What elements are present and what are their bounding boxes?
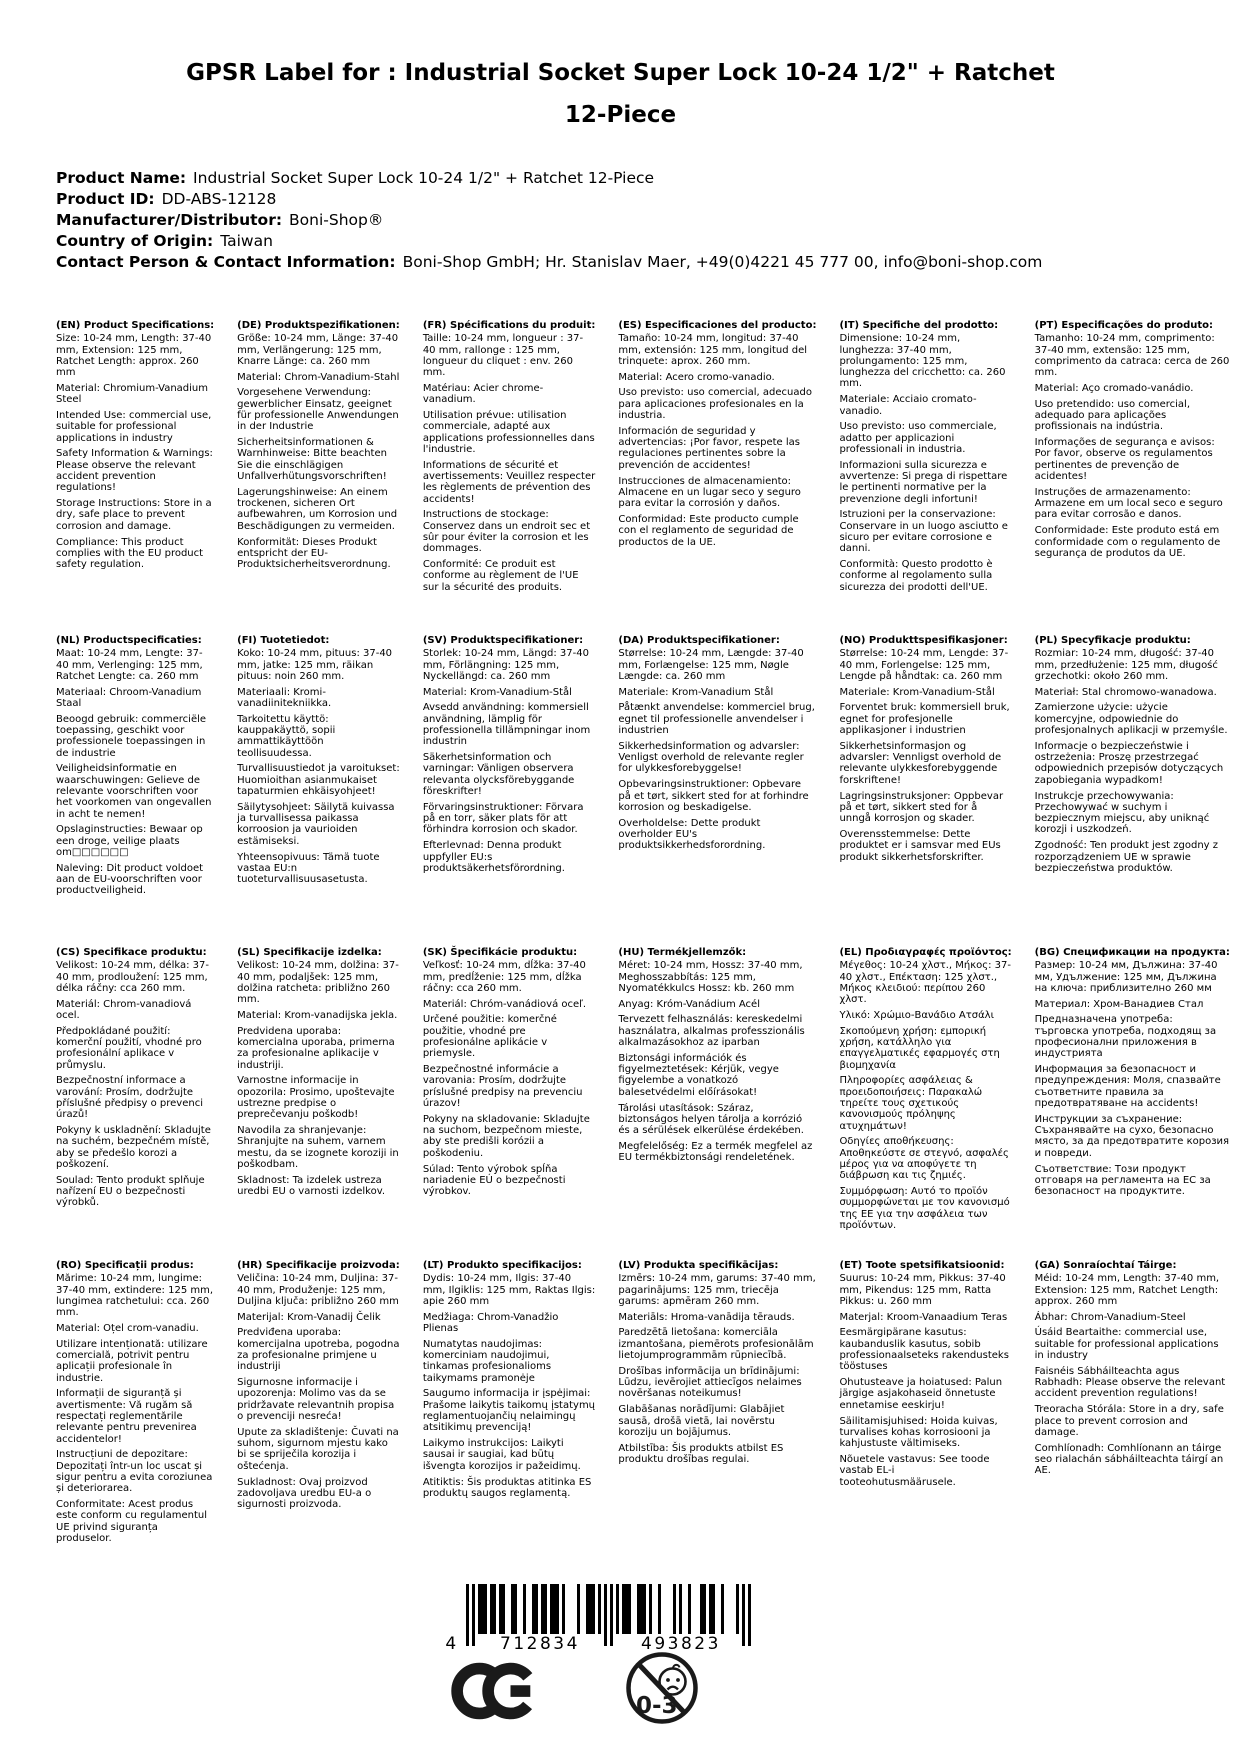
spec-block-no [839, 635, 1025, 947]
spec-paragraph: Material: Acero cromo-vanadio. [618, 371, 775, 383]
spec-paragraph: Informazioni sulla sicurezza e avvertenze: Si prega di rispettare le pertinenti normative per la prevenzione degli infortuni! [839, 459, 1008, 505]
spec-heading: (ET) Toote spetsifikatsioonid: [839, 1260, 1005, 1271]
spec-paragraph: Velikost: 10-24 mm, dolžina: 37-40 mm, podaljšek: 125 mm, dolžina ratcheta: približno 260 mm. [237, 960, 399, 1006]
spec-paragraph: Sukladnost: Ovaj proizvod zadovoljava uredbu EU-a o sigurnosti proizvoda. [237, 1476, 372, 1511]
spec-paragraph: Съответствие: Този продукт отговаря на регламента на ЕС за безопасност на продуктите. [1034, 1163, 1211, 1198]
spec-paragraph: Material: Krom-vanadijska jekla. [237, 1009, 398, 1021]
spec-paragraph: Instrukcje przechowywania: Przechowywać w suchym i bezpiecznym miejscu, aby uniknąć korozji i uszkodzeń. [1034, 790, 1210, 836]
product-info-value: Boni-Shop® [289, 211, 384, 229]
spec-heading: (FR) Spécifications du produit: [422, 320, 596, 331]
spec-heading: (PL) Specyfikacje produktu: [1034, 635, 1191, 646]
spec-paragraph: Utilisation prévue: utilisation commerciale, adapté aux applications professionnelles dans l'industrie. [422, 410, 595, 455]
spec-paragraph: Förvaringsinstruktioner: Förvara på en torr, säker plats för att förhindra korrosion och skador. [422, 801, 584, 836]
spec-paragraph: Tamanho: 10-24 mm, comprimento: 37-40 mm, extensão: 125 mm, comprimento da catraca: cerca de 260 mm. [1034, 333, 1230, 379]
spec-paragraph: Naleving: Dit product voldoet aan de EU-voorschriften voor productveiligheid. [56, 862, 204, 897]
spec-paragraphs [1035, 333, 1230, 559]
spec-paragraph: Conformitate: Acest produs este conform cu regulamentul UE privind siguranța produselor. [56, 1499, 207, 1545]
spec-heading: (HU) Termékjellemzők: [618, 947, 747, 958]
product-info-value: Boni-Shop GmbH; Hr. Stanislav Maer, +49(0)4221 45 777 00, info@boni-shop.com [402, 253, 1043, 271]
spec-paragraph: Dydis: 10-24 mm, Ilgis: 37-40 mm, Ilgiklis: 125 mm, Raktas Ilgis: apie 260 mm [422, 1273, 596, 1307]
spec-paragraph: Informații de siguranță și avertismente: Vă rugăm să respectați reglementările relevante pentru prevenirea accidentelor! [56, 1388, 197, 1445]
spec-heading: (DE) Produktspezifikationen: [237, 320, 400, 331]
spec-paragraph: Úsáid Beartaithe: commercial use, suitable for professional applications in industry [1034, 1327, 1219, 1362]
spec-paragraph: Conformidad: Este producto cumple con el reglamento de seguridad de productos de la UE. [618, 513, 799, 548]
spec-paragraph: Πληροφορίες ασφάλειας & προειδοποιήσεις: Παρακαλώ τηρείτε τους σχετικούς κανονισμούς πρόληψης ατυχημάτων! [839, 1075, 983, 1132]
spec-paragraph: Predviđena uporaba: komercijalna upotreba, pogodna za profesionalne primjene u industriji [237, 1327, 400, 1373]
spec-paragraph: Uso pretendido: uso comercial, adequado para aplicações profissionais na indústria. [1034, 398, 1191, 433]
spec-paragraph: Storlek: 10-24 mm, Längd: 37-40 mm, Förlängning: 125 mm, Nyckellängd: ca. 260 mm [422, 648, 589, 682]
spec-paragraph: Instrucțiuni de depozitare: Depozitați într-un loc uscat și sigur pentru a evita coroziunea și deteriorarea. [56, 1449, 213, 1495]
spec-heading: (IT) Specifiche del prodotto: [839, 320, 999, 331]
spec-paragraph: Utilizare intenționată: utilizare comercială, potrivit pentru aplicații profesionale în industrie. [56, 1338, 208, 1384]
spec-paragraph: Maat: 10-24 mm, Lengte: 37-40 mm, Verlenging: 125 mm, Ratchet Lengte: ca. 260 mm [56, 648, 203, 682]
spec-paragraph: Istruzioni per la conservazione: Conservare in un luogo asciutto e sicuro per evitare corrosione e danni. [839, 509, 1008, 555]
spec-block-da [618, 635, 830, 947]
product-info-label: Contact Person & Contact Information: [56, 253, 396, 271]
product-info-label: Manufacturer/Distributor: [56, 211, 283, 229]
spec-block-pt [1035, 320, 1241, 635]
spec-paragraph: Materiaali: Kromi-vanadiinitekniikka. [237, 686, 332, 709]
spec-paragraph: Beoogd gebruik: commerciële toepassing, geschikt voor professionele toepassingen in de industrie [56, 713, 207, 759]
spec-paragraph: Conformité: Ce produit est conforme au règlement de l'UE sur la sécurité des produits. [422, 559, 579, 593]
spec-heading: (SK) Špecifikácie produktu: [422, 947, 578, 958]
product-info-value: Taiwan [220, 232, 273, 250]
spec-paragraph: Инструкции за съхранение: Съхранявайте на сухо, безопасно място, за да предотвратите корозия и повреди. [1034, 1113, 1230, 1159]
spec-heading: (RO) Specificații produs: [56, 1260, 194, 1271]
spec-heading: (SL) Specifikacije izdelka: [237, 947, 382, 958]
spec-block-it [839, 320, 1025, 635]
spec-paragraph: Υλικό: Χρώμιο-Βανάδιο Ατσάλι [839, 1009, 994, 1021]
spec-paragraph: Säilytysohjeet: Säilytä kuivassa ja turvallisessa paikassa korroosion ja vaurioiden estämiseksi. [237, 801, 395, 847]
spec-paragraph: Dimensione: 10-24 mm, lunghezza: 37-40 mm, prolungamento: 125 mm, lunghezza del cricchetto: ca. 260 mm. [839, 333, 1006, 390]
spec-paragraph: Opbevaringsinstruktioner: Opbevare på et tørt, sikkert sted for at forhindre korrosion og beskadigelse. [618, 779, 809, 813]
spec-block-de [237, 320, 414, 635]
spec-paragraph: Instruções de armazenamento: Armazene em um local seco e seguro para evitar corrosão e danos. [1034, 486, 1223, 521]
spec-paragraph: Conformità: Questo prodotto è conforme al regolamento sulla sicurezza dei prodotti dell'UE. [839, 559, 993, 593]
spec-paragraph: Materiál: Chróm-vanádiová oceľ. [422, 998, 587, 1010]
spec-paragraph: Οδηγίες αποθήκευσης: Αποθηκεύστε σε στεγνό, ασφαλές μέρος για να αποφύγετε τη διάβρωση και τις ζημιές. [839, 1136, 1009, 1182]
spec-paragraph: Material: Chromium-Vanadium Steel [56, 382, 208, 406]
spec-paragraphs [56, 648, 214, 896]
spec-paragraph: Comhlíonadh: Comhlíonann an táirge seo rialachán sábháilteachta táirgí an AE. [1034, 1442, 1224, 1477]
spec-block-bg [1035, 947, 1241, 1260]
spec-paragraph: Materiale: Acciaio cromato-vanadio. [839, 394, 977, 417]
spec-paragraph: Medžiaga: Chrom-Vanadžio Plienas [422, 1311, 559, 1334]
spec-paragraphs [839, 1273, 1011, 1488]
spec-paragraphs [1035, 960, 1230, 1197]
spec-paragraph: Méid: 10-24 mm, Length: 37-40 mm, Extension: 125 mm, Ratchet Length: approx. 260 mm [1034, 1273, 1220, 1307]
spec-paragraphs [56, 960, 214, 1208]
spec-paragraph: Sigurnosne informacije i upozorenja: Molimo vas da se pridržavate relevantnih propisa o prevenciji nesreća! [237, 1377, 395, 1423]
spec-block-ro [56, 1260, 228, 1549]
spec-paragraph: Určené použitie: komerčné použitie, vhodné pre profesionálne aplikácie v priemysle. [422, 1014, 557, 1060]
spec-block-sk [423, 947, 610, 1260]
spec-paragraph: Súlad: Tento výrobok spĺňa nariadenie EÚ o bezpečnosti výrobkov. [422, 1163, 566, 1198]
spec-heading: (DA) Produktspecifikationer: [618, 635, 780, 646]
spec-paragraph: Predvidena uporaba: komercialna uporaba, primerna za profesionalne aplikacije v industriji. [237, 1025, 395, 1071]
spec-paragraph: Forventet bruk: kommersiell bruk, egnet for profesjonelle applikasjoner i industrien [839, 702, 1010, 737]
spec-paragraph: Numatytas naudojimas: komerciniam naudojimui, tinkamas profesionalioms taikymams pramonėje [422, 1338, 552, 1384]
spec-paragraph: Biztonsági információk és figyelmeztetések: Kérjük, vegye figyelembe a vonatkozó balesetvédelmi előírásokat! [618, 1052, 779, 1098]
spec-paragraph: Matériau: Acier chrome-vanadium. [422, 382, 544, 406]
spec-paragraph: Предназначена употреба: търговска употреба, подходящ за професионални приложения в индустрията [1034, 1014, 1217, 1060]
spec-paragraph: Veiligheidsinformatie en waarschuwingen: Gelieve de relevante voorschriften voor het voorkomen van ongevallen in acht te nemen! [56, 763, 212, 820]
spec-paragraphs [618, 960, 816, 1163]
spec-paragraph: Intended Use: commercial use, suitable for professional applications in industry [56, 410, 212, 444]
spec-paragraphs [423, 333, 596, 593]
spec-paragraph: Velikost: 10-24 mm, délka: 37-40 mm, prodloužení: 125 mm, délka ráčny: cca 260 mm. [56, 960, 209, 994]
age-warning-icon [624, 1650, 700, 1726]
spec-block-hu [618, 947, 830, 1260]
spec-block-ga [1035, 1260, 1241, 1549]
spec-paragraphs [618, 333, 816, 548]
spec-paragraph: Materiál: Chrom-vanadiová ocel. [56, 998, 192, 1021]
spec-paragraph: Upute za skladištenje: Čuvati na suhom, sigurnom mjestu kako bi se spriječila korozija i oštećenja. [237, 1426, 399, 1472]
product-info-label: Product Name: [56, 169, 187, 187]
spec-paragraph: Bezpečnostné informácie a varovania: Prosím, dodržujte príslušné predpisy na prevenciu úrazov! [422, 1064, 583, 1110]
spec-paragraph: Информация за безопасност и предупреждения: Моля, спазвайте съответните правила за предотвратяване на accidents! [1034, 1064, 1221, 1110]
specs-grid [56, 320, 1230, 1549]
spec-paragraph: Glabāšanas norādījumi: Glabājiet sausā, drošā vietā, lai novērstu koroziju un bojājumus. [618, 1404, 785, 1438]
spec-heading: (NL) Productspecificaties: [56, 635, 202, 646]
spec-paragraph: Informacje o bezpieczeństwie i ostrzeżenia: Proszę przestrzegać odpowiednich przepisów dotyczących zapobiegania wypadkom! [1034, 740, 1224, 786]
spec-paragraph: Materiaal: Chroom-Vanadium Staal [56, 686, 202, 709]
spec-paragraph: Materiał: Stal chromowo-wanadowa. [1034, 686, 1217, 698]
spec-paragraph: Σκοπούμενη χρήση: εμπορική χρήση, κατάλληλο για επαγγελματικές εφαρμογές στη βιομηχανία [839, 1025, 1000, 1071]
spec-paragraph: Størrelse: 10-24 mm, Længde: 37-40 mm, Forlængelse: 125 mm, Nøgle Længde: ca. 260 mm [618, 648, 804, 682]
spec-paragraph: Pokyny k uskladnění: Skladujte na suchém, bezpečném místě, aby se předešlo korozi a poškození. [56, 1125, 211, 1171]
page-title [70, 52, 1171, 136]
barcode-digits-group1: 712834 [500, 1634, 580, 1652]
spec-paragraph: Mărime: 10-24 mm, lungime: 37-40 mm, extindere: 125 mm, lungimea ratchetului: cca. 260 mm. [56, 1273, 214, 1319]
spec-paragraphs [839, 333, 1011, 593]
barcode [444, 1584, 764, 1656]
spec-paragraph: Navodila za shranjevanje: Shranjujte na suhem, varnem mestu, da se izognete koroziji in poškodbam. [237, 1125, 399, 1171]
spec-heading: (EN) Product Specifications: [56, 320, 215, 331]
barcode-svg [444, 1584, 764, 1652]
spec-block-cs [56, 947, 228, 1260]
spec-paragraph: Předpokládané použití: komerční použití, vhodné pro profesionální aplikace v průmyslu. [56, 1025, 202, 1071]
spec-paragraph: Koko: 10-24 mm, pituus: 37-40 mm, jatke: 125 mm, räikan pituus: noin 260 mm. [237, 648, 393, 682]
product-info-line [56, 168, 1201, 189]
spec-paragraph: Nõuetele vastavus: See toode vastab EL-i tooteohutusmäärusele. [839, 1453, 990, 1488]
spec-paragraphs [237, 648, 400, 885]
spec-paragraph: Материал: Хром-Ванадиев Стал [1034, 998, 1204, 1010]
spec-heading: (LV) Produkta specifikācijas: [618, 1260, 779, 1271]
spec-paragraph: Säkerhetsinformation och varningar: Vänligen observera relevanta olycksförebyggande föreskrifter! [422, 752, 575, 798]
spec-paragraph: Material: Chrom-Vanadium-Stahl [237, 371, 400, 383]
spec-block-es [618, 320, 830, 635]
spec-paragraph: Instrucciones de almacenamiento: Almacene en un lugar seco y seguro para evitar la corrosión y daños. [618, 475, 801, 510]
spec-heading: (HR) Specifikacije proizvoda: [237, 1260, 400, 1271]
spec-paragraph: Megfelelőség: Ez a termék megfelel az EU termékbiztonsági rendeletének. [618, 1140, 813, 1164]
spec-paragraph: Paredzētā lietošana: komerciāla izmantošana, piemērots profesionālām lietojumprogrammām rūpniecībā. [618, 1327, 814, 1362]
spec-block-sl [237, 947, 414, 1260]
spec-paragraph: Instructions de stockage: Conservez dans un endroit sec et sûr pour éviter la corrosion et les dommages. [422, 509, 591, 555]
spec-paragraphs [56, 1273, 214, 1544]
spec-paragraph: Tarkoitettu käyttö: kauppakäyttö, sopii ammattikäyttöön teollisuudessa. [237, 713, 336, 759]
spec-paragraph: Informações de segurança e avisos: Por favor, observe os regulamentos pertinentes de prevenção de acidentes! [1034, 437, 1215, 483]
spec-paragraph: Vorgesehene Verwendung: gewerblicher Einsatz, geeignet für professionelle Anwendungen in der Industrie [237, 387, 399, 433]
spec-paragraphs [237, 1273, 400, 1510]
spec-paragraphs [618, 648, 816, 851]
spec-paragraph: Varnostne informacije in opozorila: Prosimo, upoštevajte ustrezne predpise o preprečevanju poškodb! [237, 1075, 395, 1121]
spec-paragraph: Material: Krom-Vanadium-Stål [422, 686, 572, 698]
spec-paragraphs [618, 1273, 816, 1465]
spec-paragraph: Compliance: This product complies with the EU product safety regulation. [56, 536, 204, 571]
spec-paragraph: Eesmärgipärane kasutus: kaubanduslik kasutus, sobib professionaalseteks rakendusteks tööstuses [839, 1327, 1009, 1373]
spec-paragraph: Soulad: Tento produkt splňuje nařízení EU o bezpečnosti výrobků. [56, 1174, 205, 1209]
spec-paragraph: Materiale: Krom-Vanadium-Stål [839, 686, 995, 698]
spec-block-fr [423, 320, 610, 635]
spec-paragraph: Veličina: 10-24 mm, Duljina: 37-40 mm, Produženje: 125 mm, Duljina ključa: približno 260 mm [237, 1273, 399, 1307]
product-info-label: Country of Origin: [56, 232, 214, 250]
spec-heading: (FI) Tuotetiedot: [237, 635, 330, 646]
spec-paragraph: Размер: 10-24 мм, Дължина: 37-40 мм, Удължение: 125 мм, Дължина на ключа: приблизително 260 мм [1034, 960, 1218, 994]
spec-block-lv [618, 1260, 830, 1549]
spec-paragraph: Materijal: Krom-Vanadij Čelik [237, 1311, 381, 1323]
spec-block-et [839, 1260, 1025, 1549]
ce-mark-icon [450, 1660, 540, 1722]
spec-paragraph: Size: 10-24 mm, Length: 37-40 mm, Extension: 125 mm, Ratchet Length: approx. 260 mm [56, 333, 212, 379]
spec-heading: (EL) Προδιαγραφές προϊόντος: [839, 947, 1012, 958]
spec-heading: (CS) Specifikace produktu: [56, 947, 207, 958]
spec-paragraph: Izmērs: 10-24 mm, garums: 37-40 mm, pagarinājums: 125 mm, triecēja garums: apmēram 260 mm. [618, 1273, 816, 1307]
spec-block-fi [237, 635, 414, 947]
age-range-label: 0-3 [636, 1693, 678, 1719]
spec-paragraph: Zamierzone użycie: użycie komercyjne, odpowiednie do profesjonalnych aplikacji w przemyśle. [1034, 702, 1228, 737]
spec-paragraph: Størrelse: 10-24 mm, Lengde: 37-40 mm, Forlengelse: 125 mm, Lengde på håndtak: ca. 260 mm [839, 648, 1009, 682]
spec-paragraph: Anyag: Króm-Vanádium Acél [618, 998, 760, 1010]
age-warning [624, 1650, 700, 1730]
spec-paragraphs [237, 960, 400, 1197]
spec-paragraph: Tárolási utasítások: Száraz, biztonságos helyen tárolja a korrózió és a sérülések elkerülése érdekében. [618, 1102, 804, 1137]
product-info-line [56, 210, 1201, 231]
spec-paragraph: Suurus: 10-24 mm, Pikkus: 37-40 mm, Pikendus: 125 mm, Ratta Pikkus: u. 260 mm [839, 1273, 1006, 1307]
spec-paragraph: Taille: 10-24 mm, longueur : 37-40 mm, rallonge : 125 mm, longueur du cliquet : env. 260 mm. [422, 333, 584, 379]
spec-heading: (NO) Produkttspesifikasjoner: [839, 635, 1008, 646]
spec-paragraph: Storage Instructions: Store in a dry, safe place to prevent corrosion and damage. [56, 498, 212, 532]
spec-paragraph: Ohutusteave ja hoiatused: Palun järgige asjakohaseid õnnetuste ennetamise eeskirju! [839, 1377, 1003, 1411]
spec-paragraph: Lagerungshinweise: An einem trockenen, sicheren Ort aufbewahren, um Korrosion und Beschädigungen zu vermeiden. [237, 486, 398, 532]
spec-paragraph: Méret: 10-24 mm, Hossz: 37-40 mm, Meghosszabbítás: 125 mm, Nyomatékkulcs Hossz: kb. 260 mm [618, 960, 803, 994]
spec-paragraph: Turvallisuustiedot ja varoitukset: Huomioithan asianmukaiset tapaturmien ehkäisyohjeet! [237, 763, 400, 798]
spec-paragraph: Materiāls: Hroma-vanādija tērauds. [618, 1311, 795, 1323]
spec-paragraph: Uso previsto: uso comercial, adecuado para aplicaciones profesionales en la industria. [618, 387, 812, 422]
spec-paragraph: Veľkosť: 10-24 mm, dĺžka: 37-40 mm, predĺženie: 125 mm, dĺžka ráčny: cca 260 mm. [422, 960, 586, 994]
barcode-digits-group2: 493823 [641, 1634, 721, 1652]
barcode-digit-leading: 4 [445, 1634, 459, 1652]
spec-paragraph: Sicherheitsinformationen & Warnhinweise: Bitte beachten Sie die einschlägigen Unfallverhütungsvorschriften! [237, 437, 387, 483]
spec-paragraph: Μέγεθος: 10-24 χλστ., Μήκος: 37-40 χλστ., Επέκταση: 125 χλστ., Μήκος κλειδιού: περίπου 260 χλστ. [839, 960, 1011, 1006]
spec-paragraphs [839, 960, 1011, 1231]
spec-paragraph: Sikkerhedsinformation og advarsler: Venligst overhold de relevante regler for ulykkesforebyggelse! [618, 740, 804, 775]
spec-paragraph: Zgodność: Ten produkt jest zgodny z rozporządzeniem UE w sprawie bezpieczeństwa produktów. [1034, 840, 1219, 874]
spec-paragraph: Overensstemmelse: Dette produktet er i samsvar med EUs produkt sikkerhetsforskrifter. [839, 828, 1001, 863]
spec-heading: (ES) Especificaciones del producto: [618, 320, 817, 331]
spec-paragraph: Opslaginstructies: Bewaar op een droge, veilige plaats om□□□□□□ [56, 824, 203, 859]
spec-block-lt [423, 1260, 610, 1549]
spec-paragraphs [56, 333, 214, 570]
spec-paragraph: Bezpečnostní informace a varování: Prosím, dodržujte příslušné předpisy o prevenci úrazů! [56, 1075, 203, 1121]
spec-paragraph: Sikkerhetsinformasjon og advarsler: Vennligst overhold de relevante ulykkesforebyggende forskriftene! [839, 740, 1002, 786]
spec-paragraphs [1035, 1273, 1230, 1476]
spec-paragraph: Overholdelse: Dette produkt overholder EU's produktsikkerhedsforordning. [618, 817, 766, 852]
spec-paragraph: Laikymo instrukcijos: Laikyti sausai ir saugiai, kad būtų išvengta korozijos ir pažeidimų. [422, 1438, 581, 1472]
spec-paragraph: Tamaño: 10-24 mm, longitud: 37-40 mm, extensión: 125 mm, longitud del trinquete: aprox. 260 mm. [618, 333, 808, 367]
spec-paragraph: Treoracha Stórála: Store in a dry, safe place to prevent corrosion and damage. [1034, 1404, 1224, 1438]
spec-paragraph: Safety Information & Warnings: Please observe the relevant accident prevention regulations! [56, 448, 213, 494]
spec-paragraph: Yhteensopivuus: Tämä tuote vastaa EU:n tuoteturvallisuusasetusta. [237, 851, 380, 886]
product-info-label: Product ID: [56, 190, 155, 208]
spec-paragraph: Konformität: Dieses Produkt entspricht der EU-Produktsicherheitsverordnung. [237, 536, 391, 571]
spec-heading: (SV) Produktspecifikationer: [422, 635, 584, 646]
spec-paragraph: Avsedd användning: kommersiell användning, lämplig för professionella tillämpningar inom industrin [422, 702, 591, 748]
ce-mark [450, 1660, 540, 1726]
spec-paragraph: Materiale: Krom-Vanadium Stål [618, 686, 774, 698]
spec-paragraph: Informations de sécurité et avertissements: Veuillez respecter les règlements de prévention des accidents! [422, 459, 596, 505]
spec-block-pl [1035, 635, 1241, 947]
spec-paragraph: Tervezett felhasználás: kereskedelmi használatra, alkalmas professzionális alkalmazásokhoz az iparban [618, 1014, 805, 1049]
spec-paragraph: Materjal: Kroom-Vanaadium Teras [839, 1311, 1008, 1323]
product-info-line [56, 252, 1201, 273]
spec-block-el [839, 947, 1025, 1260]
spec-paragraph: Faisnéis Sábháilteachta agus Rabhadh: Please observe the relevant accident prevention regulations! [1034, 1365, 1226, 1400]
spec-paragraph: Größe: 10-24 mm, Länge: 37-40 mm, Verlängerung: 125 mm, Knarre Länge: ca. 260 mm [237, 333, 399, 367]
spec-paragraphs [1035, 648, 1230, 874]
spec-paragraph: Atitiktis: Šis produktas atitinka ES produktų saugos reglamentą. [422, 1476, 592, 1499]
product-info-line [56, 231, 1201, 252]
spec-heading: (PT) Especificações do produto: [1034, 320, 1213, 331]
spec-heading: (LT) Produkto specifikacijos: [422, 1260, 582, 1271]
spec-heading: (GA) Sonraíochtaí Táirge: [1034, 1260, 1177, 1271]
spec-paragraphs [423, 648, 596, 874]
spec-paragraph: Conformidade: Este produto está em conformidade com o regulamento de segurança de produtos da UE. [1034, 525, 1221, 559]
spec-paragraph: Säilitamisjuhised: Hoida kuivas, turvalises kohas korrosiooni ja kahjustuste vältimiseks. [839, 1415, 998, 1450]
spec-paragraph: Información de seguridad y advertencias: ¡Por favor, respete las regulaciones pertinentes sobre la prevención de accidentes! [618, 425, 800, 471]
spec-paragraph: Συμμόρφωση: Αυτό το προϊόν συμμορφώνεται με τον κανονισμό της ΕΕ για την ασφάλεια των προϊόντων. [839, 1186, 1010, 1232]
spec-block-sv [423, 635, 610, 947]
spec-paragraph: Ábhar: Chrom-Vanadium-Steel [1034, 1311, 1186, 1323]
spec-paragraph: Drošības informācija un brīdinājumi: Lūdzu, ievērojiet attiecīgos nelaimes novēršanas noteikumus! [618, 1365, 802, 1400]
product-info-value: Industrial Socket Super Lock 10-24 1/2" + Ratchet 12-Piece [193, 169, 655, 187]
spec-paragraphs [423, 1273, 596, 1499]
spec-paragraph: Skladnost: Ta izdelek ustreza uredbi EU o varnosti izdelkov. [237, 1174, 386, 1198]
spec-block-nl [56, 635, 228, 947]
spec-paragraph: Material: Aço cromado-vanádio. [1034, 382, 1194, 394]
spec-block-en [56, 320, 228, 635]
spec-paragraph: Lagringsinstruksjoner: Oppbevar på et tørt, sikkert sted for å unngå korrosjon og skader. [839, 790, 1004, 825]
spec-paragraph: Pokyny na skladovanie: Skladujte na suchom, bezpečnom mieste, aby ste predišli korózii a poškodeniu. [422, 1113, 590, 1159]
spec-paragraph: Uso previsto: uso commerciale, adatto per applicazioni professionali in industria. [839, 421, 997, 455]
spec-paragraphs [423, 960, 596, 1197]
product-info-value: DD-ABS-12128 [161, 190, 277, 208]
spec-paragraph: Rozmiar: 10-24 mm, długość: 37-40 mm, przedłużenie: 125 mm, długość grzechotki: około 260 mm. [1034, 648, 1218, 682]
spec-paragraph: Saugumo informacija ir įspėjimai: Prašome laikytis taikomų įstatymų reglamentuojančių nelaimingų atsitikimų prevenciją! [422, 1388, 596, 1434]
product-info-list [56, 168, 1201, 273]
spec-paragraphs [839, 648, 1011, 863]
spec-paragraph: Påtænkt anvendelse: kommerciel brug, egnet til professionelle anvendelser i industrien [618, 702, 815, 737]
page-title-line1: GPSR Label for : Industrial Socket Super Lock 10-24 1/2" + Ratchet [186, 60, 1055, 86]
spec-paragraph: Material: Oțel crom-vanadiu. [56, 1322, 199, 1334]
spec-paragraph: Efterlevnad: Denna produkt uppfyller EU:s produktsäkerhetsförordning. [422, 840, 565, 874]
spec-block-hr [237, 1260, 414, 1549]
spec-paragraph: Atbilstība: Šis produkts atbilst ES produktu drošības regulai. [618, 1442, 784, 1465]
product-info-line [56, 189, 1201, 210]
spec-paragraphs [237, 333, 400, 570]
spec-heading: (BG) Спецификации на продукта: [1034, 947, 1230, 958]
page-title-line2: 12-Piece [564, 102, 677, 128]
